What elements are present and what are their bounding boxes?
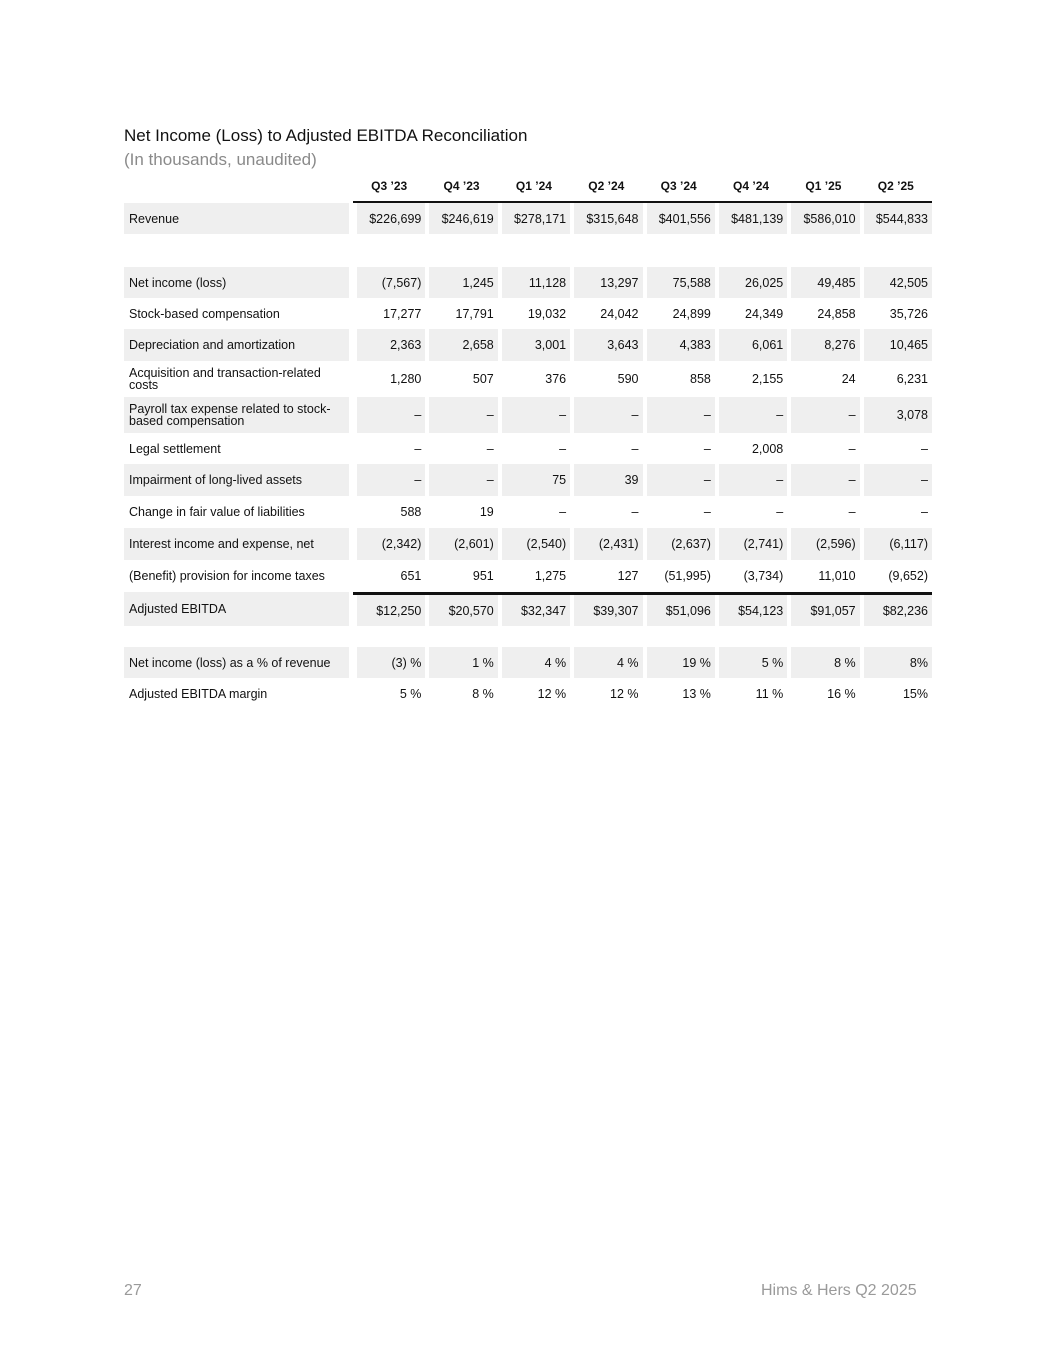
cell-value: (2,596) xyxy=(791,528,859,560)
value-cell xyxy=(787,298,859,329)
value-cell xyxy=(498,329,570,361)
cell-value: 75 xyxy=(502,464,570,496)
cell-value: 1,245 xyxy=(429,267,497,298)
cell-value: 590 xyxy=(617,372,639,386)
cell-value: 19 % xyxy=(647,647,715,678)
value-cell xyxy=(715,298,787,329)
value-cell xyxy=(353,397,425,433)
cell-value: 49,485 xyxy=(791,267,859,298)
table-row xyxy=(124,329,932,361)
value-cell xyxy=(570,298,642,329)
cell-value: $51,096 xyxy=(643,595,715,626)
cell-value: (2,431) xyxy=(574,528,642,560)
cell-value: – xyxy=(848,441,856,456)
value-cell xyxy=(787,496,859,528)
cell-value: $278,171 xyxy=(502,203,570,234)
value-cell xyxy=(715,647,787,678)
cell-value: 8 % xyxy=(472,686,494,701)
value-cell xyxy=(643,496,715,528)
value-cell xyxy=(715,203,787,234)
row-label-cell xyxy=(124,298,353,329)
cell-value: 6,061 xyxy=(719,329,787,361)
row-label: Change in fair value of liabilities xyxy=(129,505,305,519)
value-cell xyxy=(643,361,715,397)
cell-value: $82,236 xyxy=(860,595,932,626)
cell-value: $315,648 xyxy=(574,203,642,234)
cell-value: $91,057 xyxy=(787,595,859,626)
cell-value: $246,619 xyxy=(429,203,497,234)
value-cell xyxy=(643,203,715,234)
footer-brand: Hims & Hers Q2 2025 xyxy=(761,1282,917,1299)
cell-value: – xyxy=(574,397,642,433)
column-header: Q2 ’24 xyxy=(570,170,642,203)
cell-value: $32,347 xyxy=(498,595,570,626)
cell-value: 13,297 xyxy=(574,267,642,298)
cell-value: – xyxy=(791,464,859,496)
value-cell xyxy=(860,361,932,397)
cell-value: 2,658 xyxy=(429,329,497,361)
value-cell xyxy=(498,464,570,496)
cell-value: 3,001 xyxy=(502,329,570,361)
spacer-row xyxy=(124,626,932,647)
cell-value: (2,741) xyxy=(719,528,787,560)
cell-value: $20,570 xyxy=(425,595,497,626)
cell-value: – xyxy=(703,505,711,519)
cell-value: – xyxy=(864,464,932,496)
page-title: Net Income (Loss) to Adjusted EBITDA Reconciliation xyxy=(124,126,528,145)
value-cell xyxy=(643,647,715,678)
value-cell xyxy=(570,464,642,496)
value-cell xyxy=(353,528,425,560)
value-cell xyxy=(715,329,787,361)
cell-value: – xyxy=(719,464,787,496)
cell-value: 1,275 xyxy=(534,569,567,583)
value-cell xyxy=(353,329,425,361)
cell-value: 75,588 xyxy=(647,267,715,298)
row-label: Adjusted EBITDA margin xyxy=(129,686,268,701)
cell-value: 8 % xyxy=(791,647,859,678)
value-cell xyxy=(498,496,570,528)
value-cell xyxy=(498,397,570,433)
cell-value: – xyxy=(502,397,570,433)
value-cell xyxy=(643,298,715,329)
value-cell xyxy=(570,361,642,397)
value-cell xyxy=(643,464,715,496)
value-cell xyxy=(860,560,932,592)
value-cell xyxy=(860,678,932,709)
table-row xyxy=(124,464,932,496)
spacer-row xyxy=(124,234,932,267)
cell-value: 11,010 xyxy=(818,569,856,583)
value-cell xyxy=(425,267,497,298)
value-cell xyxy=(425,678,497,709)
value-cell xyxy=(643,528,715,560)
cell-value: – xyxy=(848,505,856,519)
value-cell xyxy=(860,329,932,361)
value-cell xyxy=(787,361,859,397)
title-block xyxy=(124,124,527,172)
cell-value: – xyxy=(703,441,711,456)
cell-value: 951 xyxy=(472,569,494,583)
cell-value: – xyxy=(631,505,639,519)
row-label-cell xyxy=(124,678,353,709)
value-cell xyxy=(353,592,425,626)
page-number: 27 xyxy=(124,1282,142,1299)
value-cell xyxy=(570,528,642,560)
value-cell xyxy=(353,433,425,464)
table-row xyxy=(124,433,932,464)
table-row xyxy=(124,528,932,560)
value-cell xyxy=(643,560,715,592)
row-label: Impairment of long-lived assets xyxy=(124,464,349,496)
table-row xyxy=(124,361,932,397)
cell-value: 11 % xyxy=(755,686,784,701)
table-row xyxy=(124,496,932,528)
row-label: Net income (loss) as a % of revenue xyxy=(124,647,349,678)
value-cell xyxy=(353,496,425,528)
value-cell xyxy=(570,496,642,528)
value-cell xyxy=(787,647,859,678)
cell-value: 3,643 xyxy=(574,329,642,361)
table-row xyxy=(124,203,932,234)
table-row xyxy=(124,298,932,329)
column-header: Q4 ’23 xyxy=(425,170,497,203)
cell-value: 42,505 xyxy=(864,267,932,298)
cell-value: (2,342) xyxy=(357,528,425,560)
value-cell xyxy=(353,560,425,592)
value-cell xyxy=(860,592,932,626)
cell-value: 17,277 xyxy=(383,306,422,321)
value-cell xyxy=(353,298,425,329)
cell-value: – xyxy=(357,464,425,496)
value-cell xyxy=(353,267,425,298)
value-cell xyxy=(570,592,642,626)
value-cell xyxy=(860,397,932,433)
value-cell xyxy=(787,464,859,496)
cell-value: – xyxy=(414,441,422,456)
cell-value: 2,363 xyxy=(357,329,425,361)
value-cell xyxy=(715,560,787,592)
cell-value: – xyxy=(429,397,497,433)
value-cell xyxy=(787,203,859,234)
cell-value: $586,010 xyxy=(791,203,859,234)
row-label-cell xyxy=(124,560,353,592)
cell-value: 1,280 xyxy=(390,372,422,386)
cell-value: 24 xyxy=(841,372,856,386)
value-cell xyxy=(353,678,425,709)
value-cell xyxy=(353,203,425,234)
value-cell xyxy=(715,361,787,397)
cell-value: $544,833 xyxy=(864,203,932,234)
value-cell xyxy=(425,528,497,560)
value-cell xyxy=(787,678,859,709)
value-cell xyxy=(860,203,932,234)
cell-value: $54,123 xyxy=(715,595,787,626)
table-row xyxy=(124,592,932,626)
value-cell xyxy=(787,267,859,298)
cell-value: – xyxy=(921,505,928,519)
value-cell xyxy=(353,361,425,397)
cell-value: 8,276 xyxy=(791,329,859,361)
cell-value: $401,556 xyxy=(647,203,715,234)
cell-value: 858 xyxy=(690,372,711,386)
cell-value: (2,637) xyxy=(647,528,715,560)
value-cell xyxy=(570,267,642,298)
row-label: Depreciation and amortization xyxy=(124,329,349,361)
value-cell xyxy=(570,397,642,433)
value-cell xyxy=(498,203,570,234)
row-label-cell xyxy=(124,203,353,234)
value-cell xyxy=(643,267,715,298)
row-label-cell xyxy=(124,433,353,464)
value-cell xyxy=(425,361,497,397)
value-cell xyxy=(425,592,497,626)
value-cell xyxy=(787,592,859,626)
row-label: Stock-based compensation xyxy=(129,306,280,321)
column-header: Q2 ’25 xyxy=(860,170,932,203)
value-cell xyxy=(787,433,859,464)
value-cell xyxy=(643,329,715,361)
cell-value: 24,858 xyxy=(817,306,856,321)
row-label: Acquisition and transaction-related costs xyxy=(129,366,321,392)
value-cell xyxy=(425,298,497,329)
row-label-cell xyxy=(124,464,353,496)
column-header: Q1 ’25 xyxy=(787,170,859,203)
value-cell xyxy=(353,464,425,496)
value-cell xyxy=(570,329,642,361)
table-row xyxy=(124,647,932,678)
cell-value: – xyxy=(776,505,784,519)
value-cell xyxy=(643,678,715,709)
value-cell xyxy=(787,528,859,560)
cell-value: 376 xyxy=(545,372,567,386)
cell-value: – xyxy=(559,441,567,456)
value-cell xyxy=(860,528,932,560)
column-header: Q4 ’24 xyxy=(715,170,787,203)
cell-value: 6,231 xyxy=(896,372,928,386)
value-cell xyxy=(498,528,570,560)
cell-value: 1 % xyxy=(429,647,497,678)
cell-value: 2,155 xyxy=(751,372,784,386)
value-cell xyxy=(715,528,787,560)
value-cell xyxy=(425,397,497,433)
cell-value: 26,025 xyxy=(719,267,787,298)
value-cell xyxy=(498,592,570,626)
cell-value: $226,699 xyxy=(357,203,425,234)
cell-value: 10,465 xyxy=(864,329,932,361)
value-cell xyxy=(425,560,497,592)
cell-value: – xyxy=(559,505,567,519)
reconciliation-table xyxy=(124,170,932,709)
value-cell xyxy=(787,397,859,433)
cell-value: (2,601) xyxy=(429,528,497,560)
cell-value: 16 % xyxy=(827,686,856,701)
value-cell xyxy=(643,433,715,464)
value-cell xyxy=(498,433,570,464)
cell-value: 19 xyxy=(479,505,494,519)
value-cell xyxy=(715,267,787,298)
cell-value: $12,250 xyxy=(353,595,425,626)
row-label: (Benefit) provision for income taxes xyxy=(129,569,325,583)
value-cell xyxy=(353,647,425,678)
cell-value: (2,540) xyxy=(502,528,570,560)
value-cell xyxy=(498,267,570,298)
row-label: Legal settlement xyxy=(129,441,221,456)
table-row xyxy=(124,678,932,709)
value-cell xyxy=(860,647,932,678)
cell-value: 11,128 xyxy=(502,267,570,298)
cell-value: 4 % xyxy=(574,647,642,678)
cell-value: 13 % xyxy=(682,686,711,701)
cell-value: 4,383 xyxy=(647,329,715,361)
value-cell xyxy=(425,433,497,464)
cell-value: (6,117) xyxy=(864,528,932,560)
cell-value: – xyxy=(791,397,859,433)
cell-value: 3,078 xyxy=(864,397,932,433)
value-cell xyxy=(425,647,497,678)
value-cell xyxy=(715,433,787,464)
value-cell xyxy=(643,397,715,433)
value-cell xyxy=(425,464,497,496)
column-header: Q3 ’23 xyxy=(353,170,425,203)
header-row xyxy=(124,170,932,203)
row-label-cell xyxy=(124,528,353,560)
page-subtitle: (In thousands, unaudited) xyxy=(124,150,317,169)
cell-value: 15% xyxy=(902,686,928,701)
row-label-cell xyxy=(124,647,353,678)
value-cell xyxy=(425,329,497,361)
cell-value: 5 % xyxy=(719,647,787,678)
cell-value: – xyxy=(429,464,497,496)
cell-value: $39,307 xyxy=(570,595,642,626)
cell-value: 127 xyxy=(617,569,639,583)
cell-value: 17,791 xyxy=(455,306,494,321)
cell-value: 5 % xyxy=(399,686,422,701)
row-label-cell xyxy=(124,496,353,528)
value-cell xyxy=(498,560,570,592)
row-label: Net income (loss) xyxy=(124,267,349,298)
row-label-cell xyxy=(124,329,353,361)
table-row xyxy=(124,397,932,433)
cell-value: – xyxy=(486,441,494,456)
value-cell xyxy=(860,433,932,464)
value-cell xyxy=(643,592,715,626)
header-blank xyxy=(124,170,353,203)
cell-value: (7,567) xyxy=(357,267,425,298)
value-cell xyxy=(570,433,642,464)
value-cell xyxy=(570,203,642,234)
value-cell xyxy=(860,496,932,528)
cell-value: (51,995) xyxy=(664,569,711,583)
value-cell xyxy=(715,678,787,709)
value-cell xyxy=(570,560,642,592)
cell-value: – xyxy=(357,397,425,433)
value-cell xyxy=(498,361,570,397)
value-cell xyxy=(787,329,859,361)
value-cell xyxy=(498,678,570,709)
value-cell xyxy=(498,298,570,329)
column-header: Q1 ’24 xyxy=(498,170,570,203)
value-cell xyxy=(715,397,787,433)
cell-value: (3) % xyxy=(357,647,425,678)
value-cell xyxy=(860,298,932,329)
row-label: Payroll tax expense related to stock-based compensation xyxy=(124,397,349,433)
row-label: Adjusted EBITDA xyxy=(124,592,349,626)
cell-value: 4 % xyxy=(502,647,570,678)
cell-value: 651 xyxy=(400,569,422,583)
cell-value: 24,042 xyxy=(600,306,639,321)
cell-value: 12 % xyxy=(537,686,567,701)
row-label-cell xyxy=(124,397,353,433)
table-row xyxy=(124,267,932,298)
cell-value: 588 xyxy=(400,505,422,519)
cell-value: 2,008 xyxy=(751,441,784,456)
cell-value: – xyxy=(647,464,715,496)
cell-value: 12 % xyxy=(610,686,639,701)
column-header: Q3 ’24 xyxy=(643,170,715,203)
cell-value: 39 xyxy=(574,464,642,496)
value-cell xyxy=(425,203,497,234)
cell-value: 507 xyxy=(472,372,494,386)
value-cell xyxy=(787,560,859,592)
row-label-cell xyxy=(124,592,353,626)
cell-value: (9,652) xyxy=(888,569,928,583)
value-cell xyxy=(570,678,642,709)
value-cell xyxy=(570,647,642,678)
cell-value: 19,032 xyxy=(527,306,567,321)
value-cell xyxy=(498,647,570,678)
cell-value: $481,139 xyxy=(719,203,787,234)
cell-value: 8% xyxy=(864,647,932,678)
row-label-cell xyxy=(124,361,353,397)
value-cell xyxy=(860,464,932,496)
cell-value: – xyxy=(719,397,787,433)
row-label: Revenue xyxy=(124,203,349,234)
value-cell xyxy=(715,496,787,528)
row-label-cell xyxy=(124,267,353,298)
cell-value: 24,349 xyxy=(745,306,784,321)
value-cell xyxy=(715,464,787,496)
cell-value: (3,734) xyxy=(743,569,784,583)
row-label: Interest income and expense, net xyxy=(124,528,349,560)
cell-value: 24,899 xyxy=(672,306,711,321)
value-cell xyxy=(715,592,787,626)
cell-value: – xyxy=(921,441,928,456)
cell-value: – xyxy=(631,441,639,456)
value-cell xyxy=(860,267,932,298)
cell-value: – xyxy=(647,397,715,433)
table-row xyxy=(124,560,932,592)
value-cell xyxy=(425,496,497,528)
cell-value: 35,726 xyxy=(889,306,928,321)
